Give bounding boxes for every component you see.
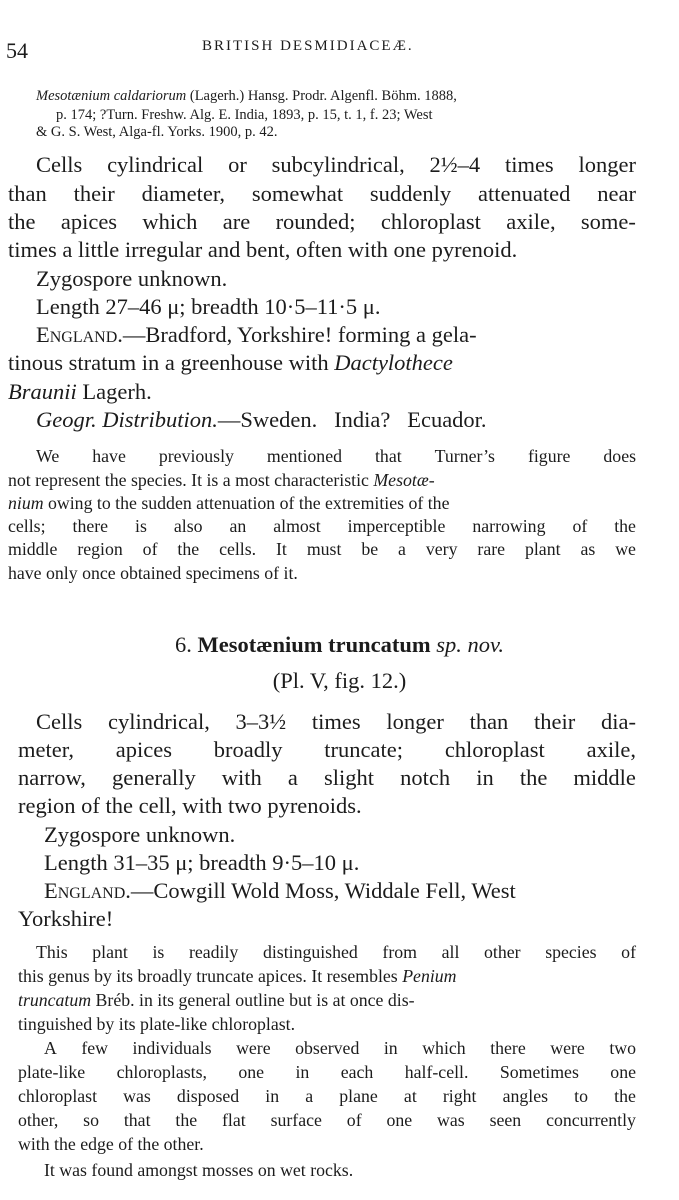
locality-text: Lagerh. [76, 379, 152, 404]
species-number: 6. [175, 632, 192, 657]
text-line: meter, apices broadly truncate; chloroplast axile, [18, 737, 636, 762]
text-italic: Mesotæ- [373, 470, 435, 490]
text-line: This plant is readily distinguished from all other species of [36, 942, 636, 962]
text-line: middle region of the cells. It must be a very rare plant as we [8, 539, 636, 559]
text-italic: truncatum [18, 990, 92, 1010]
zygospore-note: Zygospore unknown. [36, 266, 228, 291]
text-segment: Bréb. in its general outline but is at once dis- [91, 990, 415, 1010]
locality-line: Yorkshire! [18, 906, 114, 931]
reference-line [36, 88, 636, 105]
locality-genus: Dactylothece [334, 350, 453, 375]
running-head: BRITISH DESMIDIACEÆ. [202, 38, 414, 54]
text-line [8, 493, 449, 514]
text-line: chloroplast was disposed in a plane at right angles to the [18, 1086, 636, 1106]
distribution-text: —Sweden. India? Ecuador. [217, 407, 487, 432]
text-segment: not represent the species. It is a most characteristic [8, 470, 374, 490]
locality-line [44, 878, 516, 904]
reference-text: (Lagerh.) Hansg. Prodr. Algenfl. Böhm. 1888, [186, 88, 457, 104]
text-line: Cells cylindrical, 3–3½ times longer than their dia- [36, 709, 636, 734]
text-segment: this genus by its broadly truncate apices. It resembles [18, 966, 403, 986]
text-italic: Penium [402, 966, 457, 986]
locality-label: England. [44, 878, 131, 903]
geographic-distribution [36, 407, 487, 433]
text-italic: nium [8, 493, 44, 513]
locality-species: Braunii [8, 379, 77, 404]
text-line: It was found amongst mosses on wet rocks. [44, 1160, 354, 1180]
species-name: Mesotænium truncatum [197, 632, 431, 657]
locality-label: England. [36, 322, 123, 347]
locality-line [8, 379, 152, 405]
text-line [18, 990, 415, 1011]
distribution-label: Geogr. Distribution. [36, 407, 218, 432]
reference-species: Mesotænium caldariorum [36, 88, 187, 104]
dimensions: Length 27–46 μ; breadth 10·5–11·5 μ. [36, 294, 381, 319]
dimensions: Length 31–35 μ; breadth 9·5–10 μ. [44, 850, 360, 875]
species-heading [0, 632, 679, 658]
locality-text: —Cowgill Wold Moss, Widdale Fell, West [130, 878, 516, 903]
text-line: Cells cylindrical or subcylindrical, 2½–4 times longer [36, 152, 636, 177]
locality-text: —Bradford, Yorkshire! forming a gela- [122, 322, 477, 347]
locality-line [36, 322, 477, 348]
text-line: tinguished by its plate-like chloroplast. [18, 1014, 296, 1034]
reference-line: p. 174; ?Turn. Freshw. Alg. E. India, 1893, p. 15, t. 1, f. 23; West [56, 107, 433, 123]
text-line: We have previously mentioned that Turner’s figure does [36, 446, 636, 466]
zygospore-note: Zygospore unknown. [44, 822, 236, 847]
text-line [8, 470, 435, 491]
text-line: than their diameter, somewhat suddenly attenuated near [8, 181, 636, 206]
text-line: with the edge of the other. [18, 1134, 204, 1154]
text-line: cells; there is also an almost imperceptible narrowing of the [8, 516, 636, 536]
text-line: region of the cell, with two pyrenoids. [18, 793, 362, 818]
text-line: narrow, generally with a slight notch in the middle [18, 765, 636, 790]
text-line: other, so that the flat surface of one was seen concurrently [18, 1110, 636, 1130]
species-status: sp. nov. [436, 632, 504, 657]
text-line: plate-like chloroplasts, one in each half-cell. Sometimes one [18, 1062, 636, 1082]
text-line: the apices which are rounded; chloroplast axile, some- [8, 209, 636, 234]
plate-reference: (Pl. V, fig. 12.) [272, 668, 407, 693]
locality-line [8, 350, 453, 376]
text-line: have only once obtained specimens of it. [8, 563, 298, 583]
text-line [18, 966, 457, 987]
text-line: times a little irregular and bent, often with one pyrenoid. [8, 237, 518, 262]
locality-text: tinous stratum in a greenhouse with [8, 350, 335, 375]
reference-line: & G. S. West, Alga-fl. Yorks. 1900, p. 42. [36, 124, 278, 140]
text-line: A few individuals were observed in which there were two [44, 1038, 636, 1058]
text-segment: owing to the sudden attenuation of the extremities of the [43, 493, 450, 513]
page-number: 54 [6, 38, 28, 63]
